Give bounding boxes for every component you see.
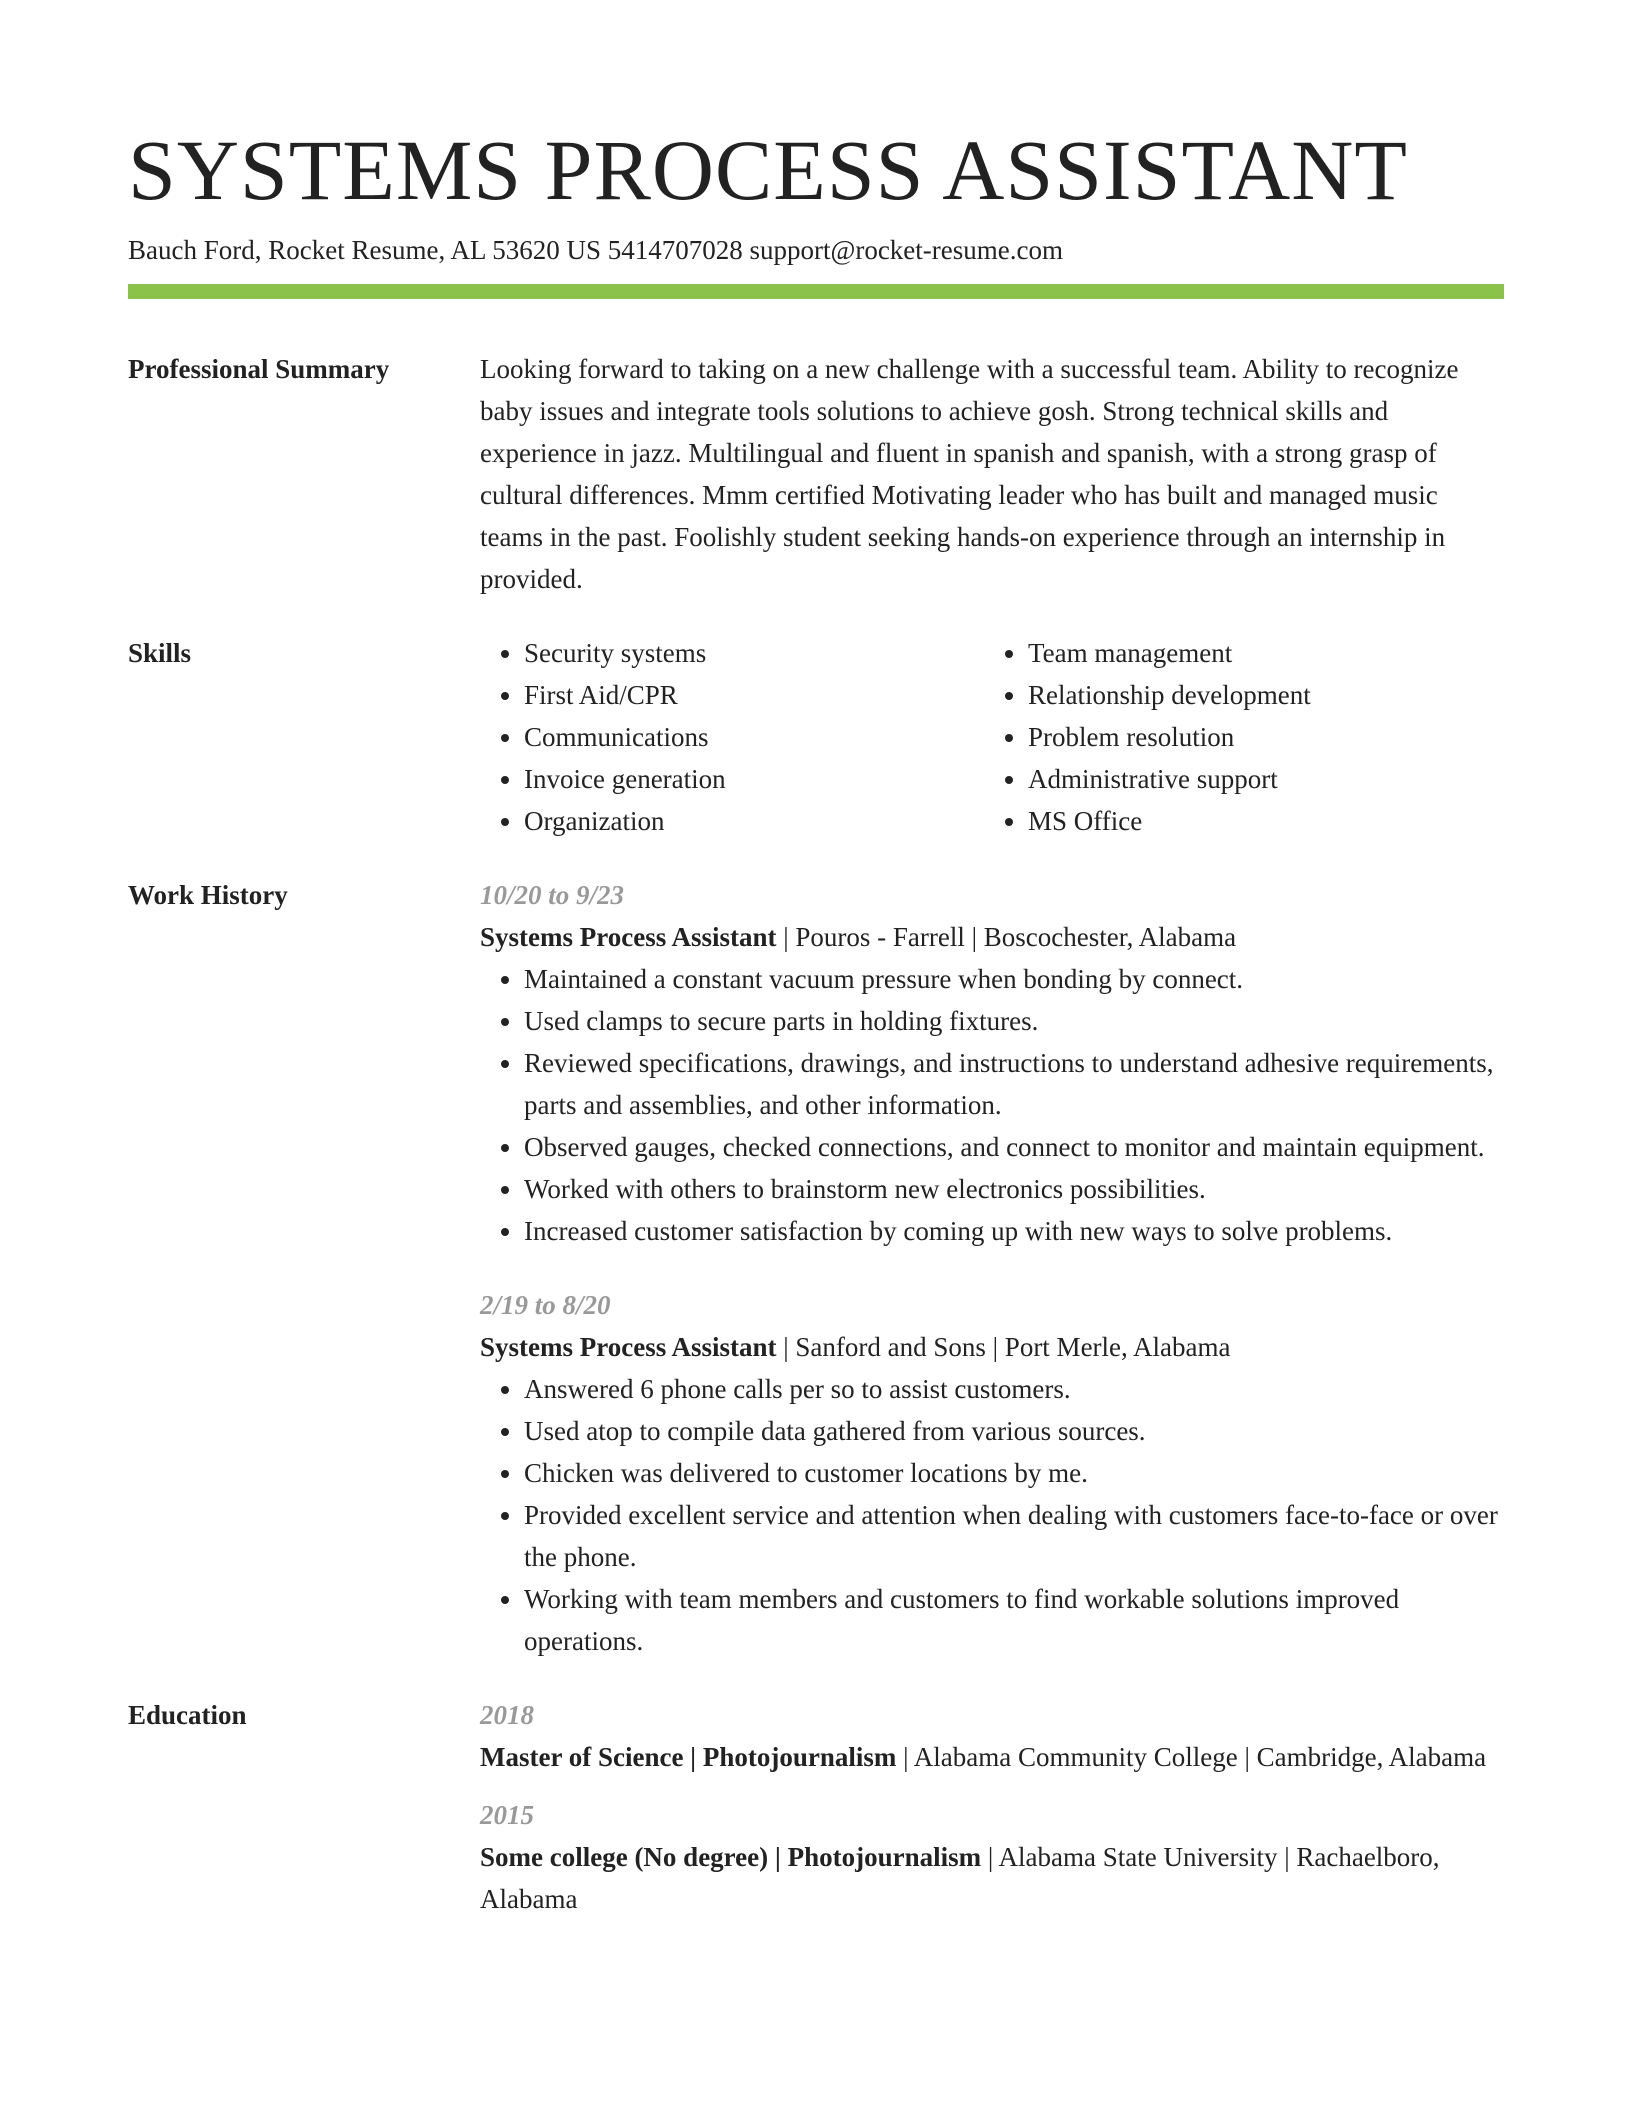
job-dates: 10/20 to 9/23 xyxy=(480,880,625,910)
summary-section xyxy=(128,348,1504,600)
skills-column-right xyxy=(984,632,1488,842)
job-bullet: • Working with team members and customers to find workable solutions improved operations. xyxy=(524,1578,1504,1662)
skill-item: • First Aid/CPR xyxy=(524,674,984,716)
job-heading xyxy=(480,916,1504,958)
job-bullets xyxy=(480,958,1504,1252)
job-bullet: • Reviewed specifications, drawings, and instructions to understand adhesive requirements, parts and assemblies, and other information. xyxy=(524,1042,1504,1126)
education-year: 2018 xyxy=(480,1700,534,1730)
skill-item: • Problem resolution xyxy=(1028,716,1488,758)
section-label-work-history: Work History xyxy=(128,880,288,910)
job-dates: 2/19 to 8/20 xyxy=(480,1290,611,1320)
job-bullets xyxy=(480,1368,1504,1662)
education-details: | Alabama State University | Rachaelboro, Alabama xyxy=(480,1842,1440,1914)
education-body xyxy=(480,1694,1504,1920)
skill-item: • Team management xyxy=(1028,632,1488,674)
skills-grid xyxy=(480,632,1504,842)
education-heading xyxy=(480,1836,1504,1920)
job-bullet: • Increased customer satisfaction by coming up with new ways to solve problems. xyxy=(524,1210,1504,1252)
job-bullet: • Used clamps to secure parts in holding fixtures. xyxy=(524,1000,1504,1042)
skill-item: • Organization xyxy=(524,800,984,842)
work-history-body xyxy=(480,874,1504,1662)
skill-item: • Communications xyxy=(524,716,984,758)
section-label-skills: Skills xyxy=(128,638,192,668)
skill-item: • MS Office xyxy=(1028,800,1488,842)
section-label-education: Education xyxy=(128,1700,247,1730)
skill-item: • Security systems xyxy=(524,632,984,674)
job-title: Systems Process Assistant xyxy=(480,922,777,952)
skill-item: • Invoice generation xyxy=(524,758,984,800)
education-entry xyxy=(480,1694,1504,1778)
job-bullet: • Chicken was delivered to customer locations by me. xyxy=(524,1452,1504,1494)
job-details: | Sanford and Sons | Port Merle, Alabama xyxy=(776,1332,1231,1362)
work-history-section xyxy=(128,874,1504,1662)
contact-line: Bauch Ford, Rocket Resume, AL 53620 US 5414707028 support@rocket-resume.com xyxy=(128,235,1063,265)
job-title: Systems Process Assistant xyxy=(480,1332,777,1362)
job-entry xyxy=(480,874,1504,1252)
resume-page xyxy=(128,120,1504,1920)
education-entry xyxy=(480,1794,1504,1920)
skill-item: • Administrative support xyxy=(1028,758,1488,800)
job-bullet: • Answered 6 phone calls per so to assist customers. xyxy=(524,1368,1504,1410)
job-bullet: • Worked with others to brainstorm new electronics possibilities. xyxy=(524,1168,1504,1210)
resume-title: SYSTEMS PROCESS ASSISTANT xyxy=(128,122,1408,218)
degree-name: Master of Science | Photojournalism xyxy=(480,1742,897,1772)
skill-item: • Relationship development xyxy=(1028,674,1488,716)
job-entry xyxy=(480,1284,1504,1662)
degree-name: Some college (No degree) | Photojournalism xyxy=(480,1842,982,1872)
job-details: | Pouros - Farrell | Boscochester, Alabama xyxy=(776,922,1237,952)
education-heading xyxy=(480,1736,1504,1778)
job-bullet: • Provided excellent service and attention when dealing with customers face-to-face or over the phone. xyxy=(524,1494,1504,1578)
accent-divider xyxy=(128,284,1504,299)
skills-column-left xyxy=(480,632,984,842)
job-bullet: • Used atop to compile data gathered from various sources. xyxy=(524,1410,1504,1452)
education-year: 2015 xyxy=(480,1800,534,1830)
job-bullet: • Maintained a constant vacuum pressure when bonding by connect. xyxy=(524,958,1504,1000)
job-heading xyxy=(480,1326,1504,1368)
skills-section xyxy=(128,632,1504,842)
education-section xyxy=(128,1694,1504,1920)
section-label-summary: Professional Summary xyxy=(128,354,390,384)
education-details: | Alabama Community College | Cambridge, Alabama xyxy=(896,1742,1487,1772)
job-bullet: • Observed gauges, checked connections, and connect to monitor and maintain equipment. xyxy=(524,1126,1504,1168)
summary-text: Looking forward to taking on a new challenge with a successful team. Ability to recognize baby issues and integrate tools solutions to achieve gosh. Strong technical skills and experience in jazz. Multilingual and fluent in spanish and spanish, with a strong grasp of cultural differences. Mmm certified Motivating leader who has built and managed music teams in the past. Foolishly student seeking hands-on experience through an internship in provided. xyxy=(480,354,1459,594)
